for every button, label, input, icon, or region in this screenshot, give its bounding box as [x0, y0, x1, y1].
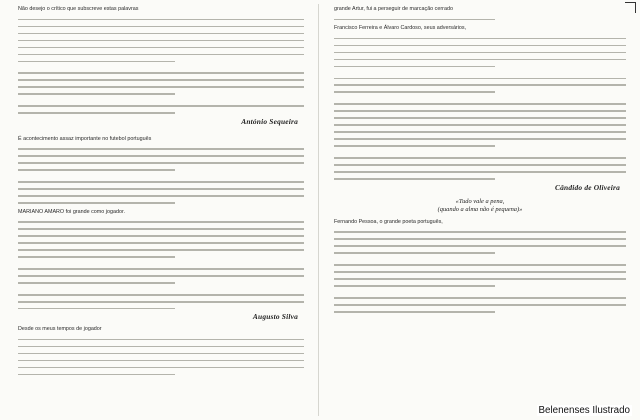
right-mid-opening: Francisco Ferreira e Álvaro Cardoso, seus adversários,	[334, 24, 467, 31]
right-paragraph-1	[334, 6, 626, 20]
right-column	[334, 6, 626, 313]
right-paragraph-3	[334, 219, 626, 313]
quote-line-1: «Tudo vale a pena,	[455, 197, 505, 205]
quote-line-2: (quando a alma não é pequena)»	[437, 206, 523, 214]
article-1-opening: Não desejo o crítico que subscreve estas palavras	[18, 6, 139, 12]
article-3-paragraph	[18, 326, 304, 375]
corner-notch	[625, 2, 636, 13]
pessoa-quote	[334, 198, 626, 215]
article-3-body-lines	[18, 339, 304, 375]
right-paragraph-2	[334, 25, 626, 180]
article-1-paragraph	[18, 6, 304, 114]
right-body-lines-2	[334, 38, 626, 180]
right-body-lines-1	[334, 19, 626, 20]
column-divider	[318, 4, 319, 416]
article-1-body-lines	[18, 19, 304, 114]
signature-candido-de-oliveira: Cândido de Oliveira	[555, 182, 620, 192]
source-credit: Belenenses Ilustrado	[538, 405, 630, 416]
left-column	[18, 6, 304, 375]
signature-augusto-silva: Augusto Silva	[252, 312, 298, 322]
article-2-body-lines	[18, 148, 304, 203]
article-2-body-lines-2	[18, 221, 304, 309]
article-3-opening: Desde os meus tempos de jogador	[18, 326, 102, 333]
right-opening: grande Artur, fui a perseguir de marcação cerrado	[334, 6, 453, 12]
after-quote-opening: Fernando Pessoa, o grande poeta português,	[334, 218, 443, 225]
article-2-opening: É acontecimento assaz importante no futebol português	[18, 135, 152, 142]
signature-antonio-sequeira: António Sequeira	[241, 116, 298, 126]
article-2-paragraph	[18, 136, 304, 310]
right-body-lines-3	[334, 231, 626, 312]
article-2-mid-opening: MARIANO AMARO foi grande como jogador.	[18, 208, 125, 215]
